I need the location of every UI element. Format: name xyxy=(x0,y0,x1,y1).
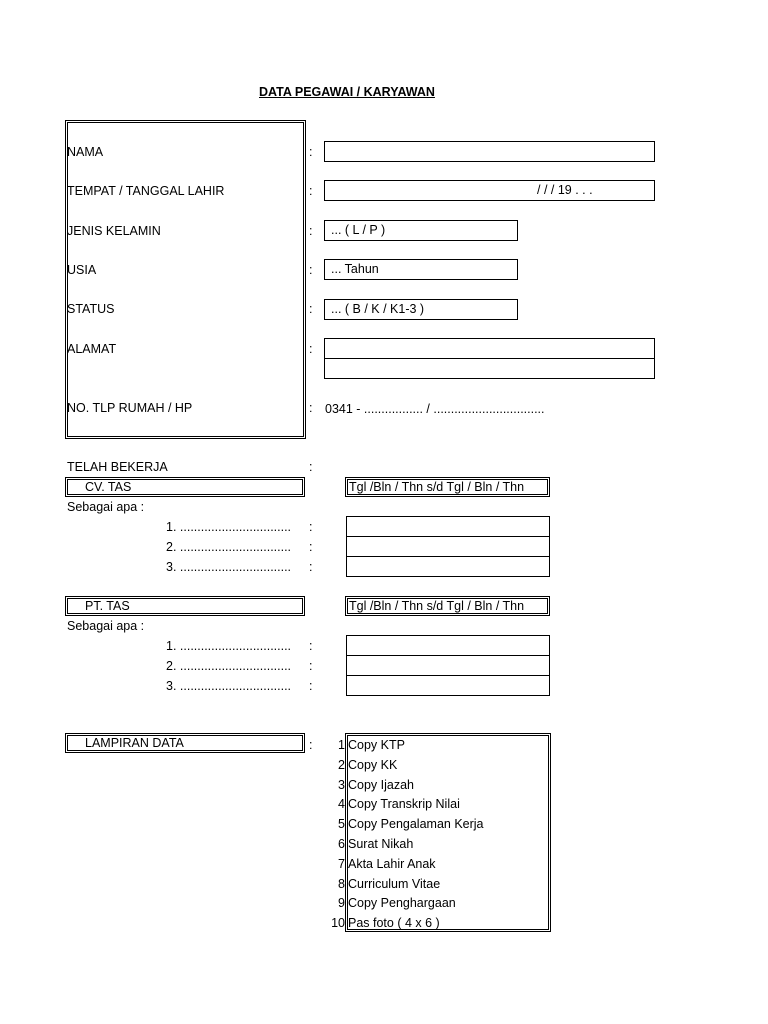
page-title: DATA PEGAWAI / KARYAWAN xyxy=(259,85,435,99)
alamat-field-line-2[interactable] xyxy=(324,358,655,379)
lampiran-item: Copy KK xyxy=(348,758,398,772)
lampiran-item-number: 2 xyxy=(338,758,345,772)
status-label: STATUS xyxy=(67,302,115,316)
lampiran-item-number: 5 xyxy=(338,817,345,831)
lampiran-item-number: 10 xyxy=(331,916,345,930)
company-cv-tas: CV. TAS xyxy=(65,477,305,497)
lampiran-item: Copy KTP xyxy=(348,738,405,752)
tlp-value[interactable]: 0341 - ................. / ................................ xyxy=(325,402,545,416)
personal-data-label-box xyxy=(65,120,306,439)
sebagai-apa-label-2: Sebagai apa : xyxy=(67,619,145,633)
lampiran-item-number: 6 xyxy=(338,837,345,851)
company-pt-tas: PT. TAS xyxy=(65,596,305,616)
lampiran-item: Copy Ijazah xyxy=(348,778,415,792)
sebagai-apa-label-1: Sebagai apa : xyxy=(67,500,145,514)
ttl-field[interactable]: / / / 19 . . . xyxy=(324,180,655,201)
position-1-1: 1. ................................ xyxy=(166,520,292,534)
period-field-1-2[interactable] xyxy=(346,536,550,557)
position-1-3-colon: : xyxy=(309,560,313,574)
position-1-1-colon: : xyxy=(309,520,313,534)
alamat-label: ALAMAT xyxy=(67,342,117,356)
usia-field[interactable]: ... Tahun xyxy=(324,259,518,280)
period-field-2-3[interactable] xyxy=(346,675,550,696)
jenis-kelamin-colon: : xyxy=(309,224,313,238)
lampiran-item-number: 9 xyxy=(338,896,345,910)
period-field-1-3[interactable] xyxy=(346,556,550,577)
position-1-3: 3. ................................ xyxy=(166,560,292,574)
nama-field[interactable] xyxy=(324,141,655,162)
position-2-2: 2. ................................ xyxy=(166,659,292,673)
alamat-colon: : xyxy=(309,342,313,356)
usia-colon: : xyxy=(309,263,313,277)
tlp-colon: : xyxy=(309,401,313,415)
lampiran-item-number: 3 xyxy=(338,778,345,792)
lampiran-item: Copy Pengalaman Kerja xyxy=(348,817,484,831)
lampiran-item: Copy Transkrip Nilai xyxy=(348,797,460,811)
lampiran-item: Curriculum Vitae xyxy=(348,877,441,891)
ttl-colon: : xyxy=(309,184,313,198)
nama-colon: : xyxy=(309,145,313,159)
period-field-1-1[interactable] xyxy=(346,516,550,537)
lampiran-item-number: 1 xyxy=(338,738,345,752)
position-2-2-colon: : xyxy=(309,659,313,673)
ttl-label: TEMPAT / TANGGAL LAHIR xyxy=(67,184,225,198)
telah-bekerja-colon: : xyxy=(309,460,313,474)
lampiran-item: Akta Lahir Anak xyxy=(348,857,436,871)
telah-bekerja-label: TELAH BEKERJA xyxy=(67,460,168,474)
jenis-kelamin-label: JENIS KELAMIN xyxy=(67,224,161,238)
lampiran-item-number: 8 xyxy=(338,877,345,891)
lampiran-data-label: LAMPIRAN DATA xyxy=(65,733,305,753)
position-1-2: 2. ................................ xyxy=(166,540,292,554)
status-colon: : xyxy=(309,302,313,316)
jenis-kelamin-field[interactable]: ... ( L / P ) xyxy=(324,220,518,241)
usia-label: USIA xyxy=(67,263,97,277)
lampiran-item: Surat Nikah xyxy=(348,837,414,851)
period-header-1: Tgl /Bln / Thn s/d Tgl / Bln / Thn xyxy=(345,477,550,497)
position-1-2-colon: : xyxy=(309,540,313,554)
position-2-3-colon: : xyxy=(309,679,313,693)
period-field-2-2[interactable] xyxy=(346,655,550,676)
period-field-2-1[interactable] xyxy=(346,635,550,656)
lampiran-item: Copy Penghargaan xyxy=(348,896,456,910)
nama-label: NAMA xyxy=(67,145,104,159)
position-2-3: 3. ................................ xyxy=(166,679,292,693)
status-field[interactable]: ... ( B / K / K1-3 ) xyxy=(324,299,518,320)
lampiran-item-number: 4 xyxy=(338,797,345,811)
alamat-field-line-1[interactable] xyxy=(324,338,655,359)
lampiran-item: Pas foto ( 4 x 6 ) xyxy=(348,916,440,930)
position-2-1: 1. ................................ xyxy=(166,639,292,653)
period-header-2: Tgl /Bln / Thn s/d Tgl / Bln / Thn xyxy=(345,596,550,616)
tlp-label: NO. TLP RUMAH / HP xyxy=(67,401,193,415)
position-2-1-colon: : xyxy=(309,639,313,653)
lampiran-item-number: 7 xyxy=(338,857,345,871)
lampiran-colon: : xyxy=(309,738,313,752)
